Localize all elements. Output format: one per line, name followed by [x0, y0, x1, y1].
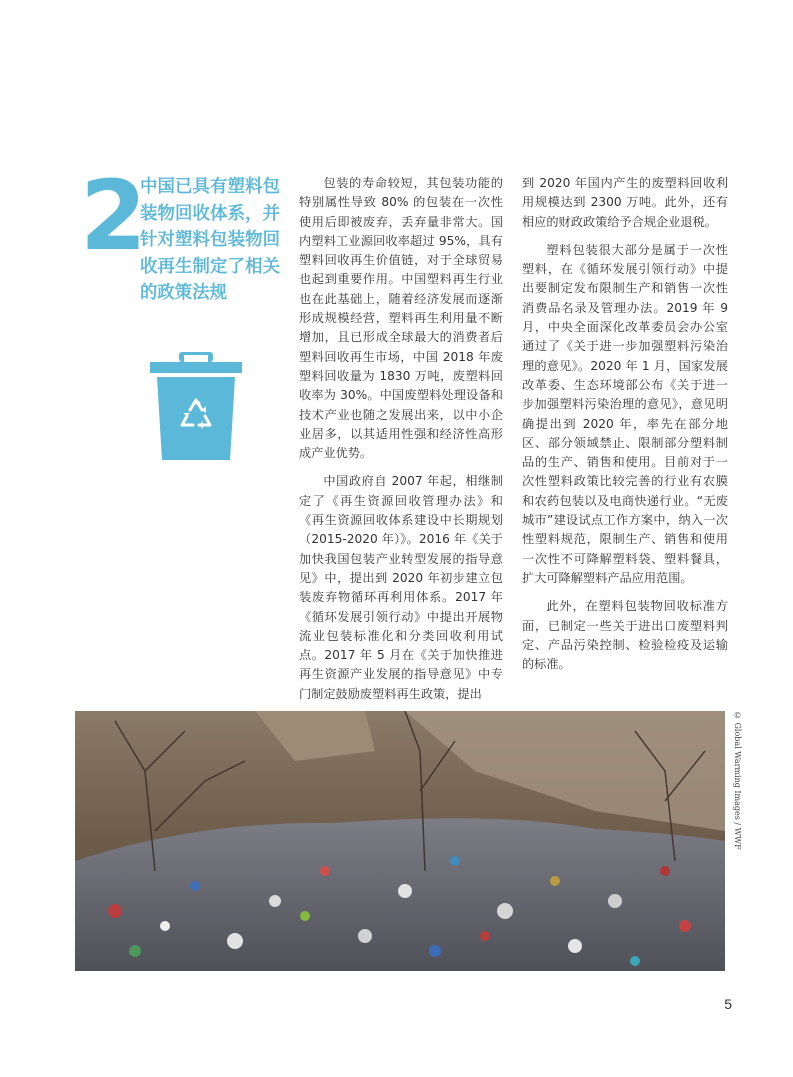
paragraph: 中国政府自 2007 年起，相继制定了《再生资源回收管理办法》和《再生资源回收体系建设中长期规划（2015-2020 年）》。2016 年《关于加快我国包装产业转型发展的指导意见》中，提出到 2020 年初步建立包装废弃物循环再利用体系。2017 年《循环发展引领行动》中提出开展物流业包装标准化和分类回收利用试点。2017 年 5 月在《关于加快推进再生资源产业发展的指导意见》中专门制定鼓励废塑料再生政策，提出 — [299, 474, 503, 701]
page-number: 5 — [724, 996, 732, 1012]
landfill-photo — [75, 711, 725, 971]
photo-credit: © Global Warming Images / WWF — [733, 711, 742, 850]
recycle-bin-icon — [150, 352, 242, 460]
text-column-1 — [299, 174, 503, 713]
section-heading: 中国已具有塑料包装物回收体系，并针对塑料包装物回收再生制定了相关的政策法规 — [140, 177, 280, 303]
text-column-2 — [522, 174, 728, 683]
section-number: 2 — [80, 160, 147, 272]
paragraph: 塑料包装很大部分是属于一次性塑料，在《循环发展引领行动》中提出要制定发布限制生产和销售一次性消费品名录及管理办法。2019 年 9 月，中央全面深化改革委员会办公室通过了《关于进一步加强塑料污染治理的意见》。2020 年 1 月，国家发展改革委、生态环境部公布《关于进一步加强塑料污染治理的意见》，意见明确提出到 2020 年，率先在部分地区、部分领域禁止、限制部分塑料制品的生产、销售和使用。目前对于一次性塑料政策比较完善的行业有农膜和农药包装以及电商快递行业。“无废城市”建设试点工作方案中，纳入一次性塑料规范，限制生产、销售和使用一次性不可降解塑料袋、塑料餐具，扩大可降解塑料产品应用范围。 — [522, 242, 728, 585]
paragraph: 此外，在塑料包装物回收标准方面，已制定一些关于进出口废塑料判定、产品污染控制、检验检疫及运输的标准。 — [522, 599, 728, 672]
paragraph: 到 2020 年国内产生的废塑料回收利用规模达到 2300 万吨。此外，还有相应的财政政策给予合规企业退税。 — [522, 176, 728, 229]
paragraph: 包装的寿命较短，其包装功能的特别属性导致 80% 的包装在一次性使用后即被废弃，丢弃量非常大。国内塑料工业源回收率超过 95%，具有塑料回收再生价值链，对于全球贸易也起到重要作用。中国塑料再生行业也在此基础上，随着经济发展而逐渐形成规模经营，塑料再生利用量不断增加，且已形成全球最大的消费者后塑料回收再生市场，中国 2018 年废塑料回收量为 1830 万吨，废塑料回收率为 30%。中国废塑料处理设备和技术产业也随之发展出来，以中小企业居多，以其适用性强和经济性高形成产业优势。 — [299, 176, 503, 461]
